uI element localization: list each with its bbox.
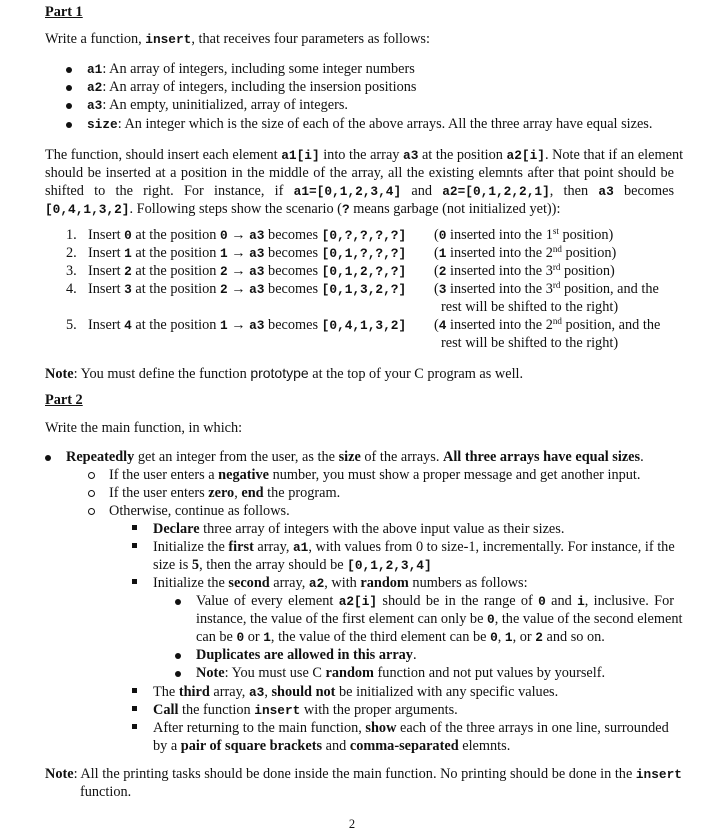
part2-note: Note: All the printing tasks should be done inside the main function. No printing should be done in the insert (45, 766, 682, 782)
step-comment: (3 inserted into the 3rd position, and the (434, 280, 659, 297)
part1-note: Note: You must define the function prototype at the top of your C program as well. (45, 365, 524, 382)
circle-bullet-icon (88, 472, 95, 479)
list-item: Note: You must use C random function and not put values by yourself. (196, 665, 606, 681)
step-item: Insert 4 at the position 1 → a3 becomes [0,4,1,3,2] (88, 317, 407, 333)
step-comment: (2 inserted into the 3rd position) (434, 262, 615, 279)
list-item: The third array, a3, should not be initialized with any specific values. (153, 684, 559, 700)
step-comment-cont: rest will be shifted to the right) (441, 299, 619, 315)
square-bullet-icon (132, 688, 137, 693)
square-bullet-icon (132, 543, 137, 548)
step-number: 5. (66, 317, 77, 333)
circle-bullet-icon (88, 508, 95, 515)
step-item: Insert 2 at the position 2 → a3 becomes [0,1,2,?,?] (88, 263, 407, 279)
list-item: Duplicates are allowed in this array. (196, 647, 417, 663)
part1-intro: Write a function, insert, that receives four parameters as follows: (45, 31, 430, 47)
step-comment: (1 inserted into the 2nd position) (434, 244, 617, 261)
list-item: Repeatedly get an integer from the user, as the size of the arrays. All three arrays have equal sizes. (66, 449, 644, 465)
param-item: size: An integer which is the size of each of the above arrays. All the three array have equal sizes. (87, 116, 653, 132)
list-item-cont: can be 0 or 1, the value of the third element can be 0, 1, or 2 and so on. (196, 629, 605, 645)
list-item-cont: size is 5, then the array should be [0,1,2,3,4] (153, 557, 432, 573)
list-item: If the user enters a negative number, you must show a proper message and get another input. (109, 467, 641, 483)
list-item: Call the function insert with the proper arguments. (153, 702, 458, 718)
step-comment: (4 inserted into the 2nd position, and the (434, 316, 661, 333)
square-bullet-icon (132, 706, 137, 711)
step-number: 3. (66, 263, 77, 279)
list-item-cont: by a pair of square brackets and comma-separated elemnts. (153, 738, 511, 754)
square-bullet-icon (132, 525, 137, 530)
list-item: After returning to the main function, show each of the three arrays in one line, surrounded (153, 720, 669, 736)
bullet-icon (66, 103, 72, 109)
param-item: a1: An array of integers, including some integer numbers (87, 61, 415, 77)
list-item: Initialize the second array, a2, with random numbers as follows: (153, 575, 528, 591)
part2-heading: Part 2 (45, 392, 83, 408)
step-comment: (0 inserted into the 1st position) (434, 226, 614, 243)
param-item: a2: An array of integers, including the insersion positions (87, 79, 417, 95)
list-item: Initialize the first array, a1, with values from 0 to size-1, incrementally. For instance, if the (153, 539, 675, 555)
bullet-icon (175, 671, 181, 677)
step-number: 2. (66, 245, 77, 261)
circle-bullet-icon (88, 490, 95, 497)
list-item: Value of every element a2[i] should be in the range of 0 and i, inclusive. For (196, 593, 674, 609)
bullet-icon (66, 85, 72, 91)
step-item: Insert 0 at the position 0 → a3 becomes [0,?,?,?,?] (88, 227, 407, 243)
step-item: Insert 1 at the position 1 → a3 becomes [0,1,?,?,?] (88, 245, 407, 261)
square-bullet-icon (132, 579, 137, 584)
bullet-icon (175, 653, 181, 659)
bullet-icon (45, 455, 51, 461)
list-item-cont: instance, the value of the first element can only be 0, the value of the second element (196, 611, 683, 627)
part2-note-cont: function. (80, 784, 132, 800)
bullet-icon (66, 67, 72, 73)
bullet-icon (66, 122, 72, 128)
list-item: If the user enters zero, end the program. (109, 485, 341, 501)
bullet-icon (175, 599, 181, 605)
step-item: Insert 3 at the position 2 → a3 becomes [0,1,3,2,?] (88, 281, 407, 297)
step-number: 1. (66, 227, 77, 243)
step-number: 4. (66, 281, 77, 297)
part1-heading: Part 1 (45, 4, 83, 20)
param-item: a3: An empty, uninitialized, array of integers. (87, 97, 348, 113)
list-item: Declare three array of integers with the above input value as their sizes. (153, 521, 565, 537)
list-item: Otherwise, continue as follows. (109, 503, 290, 519)
square-bullet-icon (132, 724, 137, 729)
step-comment-cont: rest will be shifted to the right) (441, 335, 619, 351)
part2-intro: Write the main function, in which: (45, 420, 243, 436)
page-number: 2 (348, 817, 356, 831)
